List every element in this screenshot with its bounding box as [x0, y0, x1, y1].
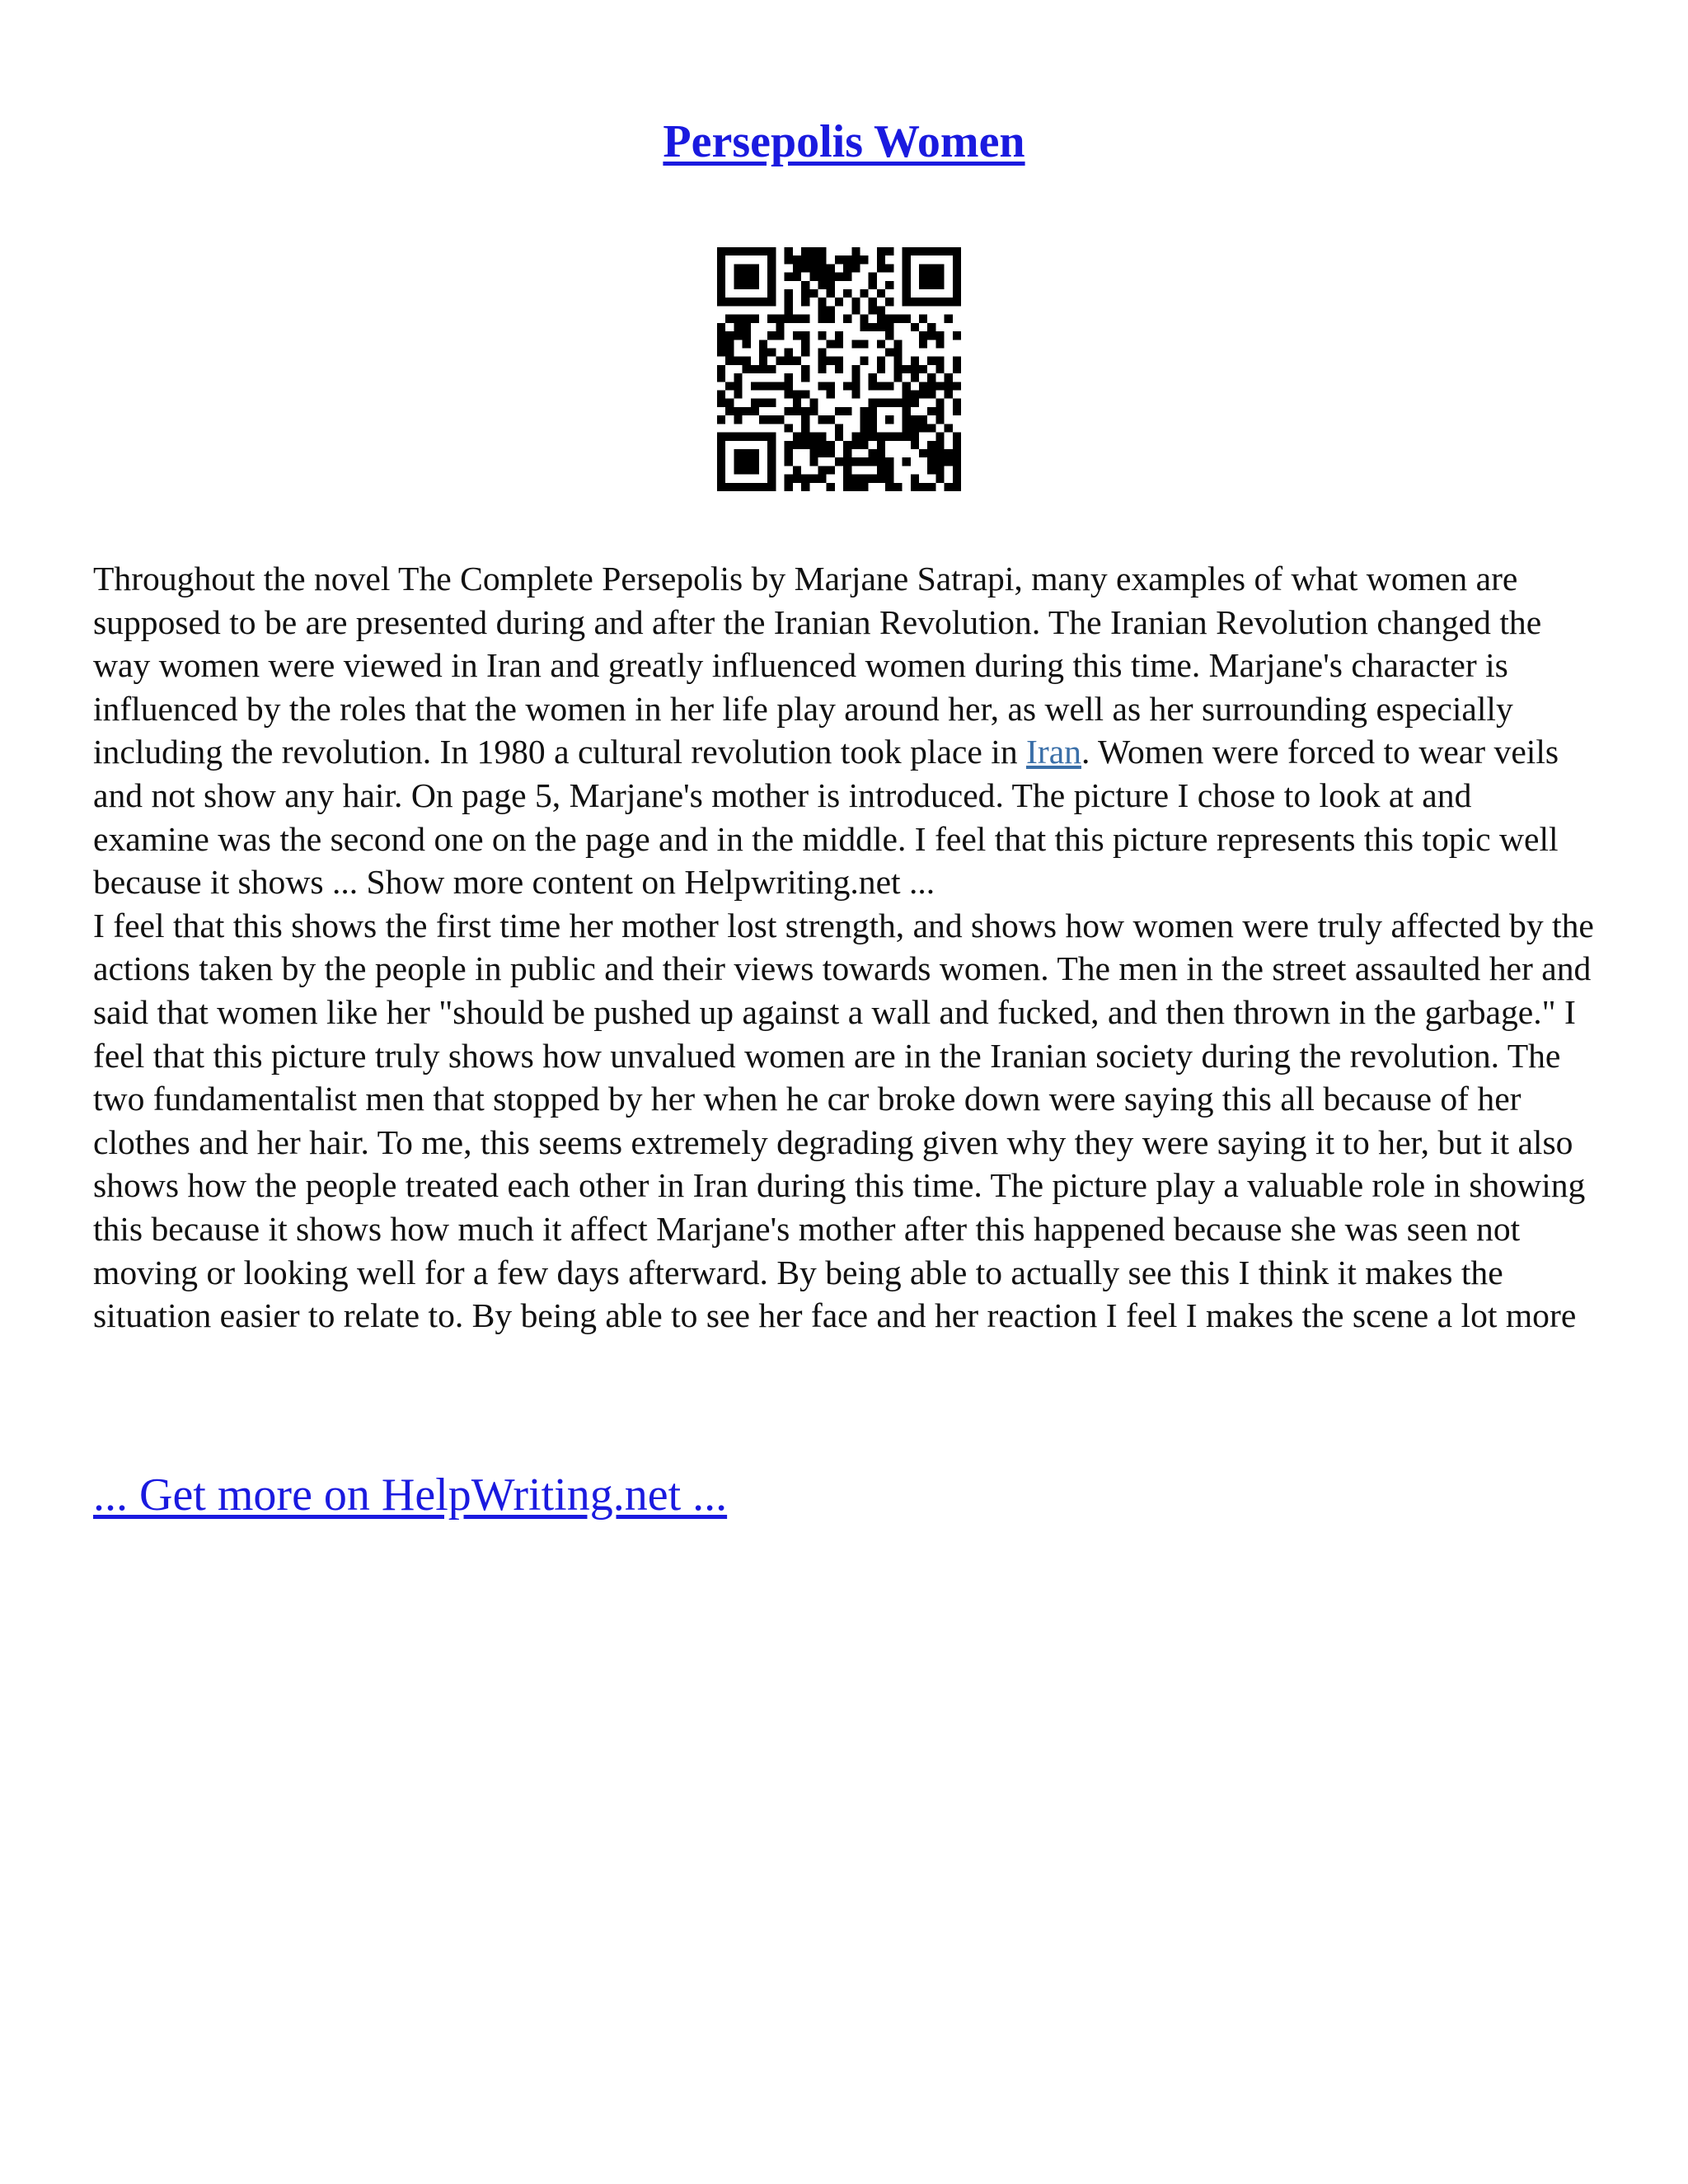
qr-code-icon	[717, 247, 961, 491]
paragraph-intro-text: Throughout the novel The Complete Persepolis by Marjane Satrapi, many examples of what women are supposed to be are presented during and after the Iranian Revolution. The Iranian Revolution changed the way women were viewed in Iran and greatly influenced women during this time. Marjane's character is influenced by the roles that the women in her life play around her, as well as her surrounding especially including the revolution. In 1980 a cultural revolution took place in	[93, 560, 1542, 771]
page-title-link[interactable]: Persepolis Women	[663, 116, 1025, 167]
paragraph-analysis: I feel that this shows the first time her mother lost strength, and shows how women were truly affected by the actions taken by the people in public and their views towards women. The men in the street assaulted her and said that women like her "should be pushed up against a wall and fucked, and then thrown in the garbage." I feel that this picture truly shows how unvalued women are in the Iranian society during the revolution. The two fundamentalist men that stopped by her when he car broke down were saying this all because of her clothes and her hair. To me, this seems extremely degrading given why they were saying it to her, but it also shows how the people treated each other in Iran during this time. The picture play a valuable role in showing this because it shows how much it affect Marjane's mother after this happened because she was seen not moving or looking well for a few days afterward. By being able to actually see this I think it makes the situation easier to relate to. By being able to see her face and her reaction I feel I makes the scene a lot more	[93, 906, 1594, 1335]
get-more-link[interactable]: ... Get more on HelpWriting.net ...	[93, 1469, 728, 1521]
iran-link[interactable]: Iran	[1026, 733, 1081, 771]
title-container	[0, 115, 1688, 168]
article-body	[93, 557, 1595, 1338]
paragraph-intro-text-continued: . Women were forced to wear veils and not show any hair. On page 5, Marjane's mother is introduced. The picture I chose to look at and examine was the second one on the page and in the middle. I feel that this picture represents this topic well because it shows ... Show more content on Helpwriting.net ...	[93, 733, 1559, 902]
paragraph-intro	[93, 557, 1595, 904]
